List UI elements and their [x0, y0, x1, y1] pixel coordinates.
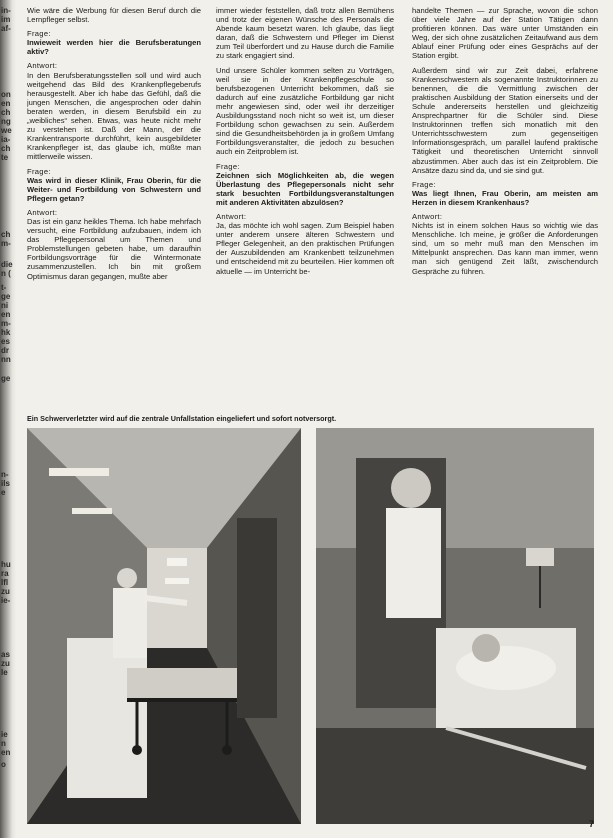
gutter-fragment: en	[1, 99, 11, 108]
answer-block	[27, 61, 201, 161]
question-label: Frage:	[216, 161, 240, 171]
answer-text: Ja, das möchte ich wohl sagen. Zum Beispiel haben unter anderem unsere älteren Schwestern und Pfleger Gelegenheit, an den praktischen Prüfungen der Auszubildenden am Krankenbett teilzunehmen und entscheidend mit zu beurteilen. Hier kommen oft aktuelle — im Unterricht be-	[216, 221, 394, 276]
gutter-fragment: nn	[1, 355, 11, 364]
body-text: Und unsere Schüler kommen selten zu Vorträgen, weil sie in der Krankenpflegeschule so berufsbezogenen Unterricht bekommen, daß sie dadurch auf eine zusätzliche Fortbildung gar nicht mehr angewiesen sind, oder weil ihr derzeitiger Ausbildungsstand noch nicht so weit ist, um dieser Fortbildung schon gewachsen zu sein. Außerdem sind die Gesundheitsbehörden ja in großem Umfang Fortbildungsveranstalter, die jedoch zu besuchen auch ein Zeitproblem ist.	[216, 65, 394, 157]
body-text: Wie wäre die Werbung für diesen Beruf durch die Lernpfleger selbst.	[27, 6, 201, 25]
gutter-fragment: dr	[1, 346, 9, 355]
gutter-fragment: ch	[1, 144, 11, 153]
text-column-1	[27, 6, 201, 414]
paragraph	[27, 6, 201, 24]
text-column-2	[216, 6, 394, 414]
gutter-fragment: en	[1, 748, 11, 757]
question-label: Frage:	[412, 179, 436, 189]
photo-corridor-stretcher	[27, 428, 301, 824]
gutter-fragment: zu	[1, 659, 10, 668]
gutter-fragment: t-	[1, 283, 7, 292]
question-block	[412, 180, 598, 207]
question-text: Zeichnen sich Möglichkeiten ab, die wegen Überlastung des Pflegepersonals nicht sehr stark besuchten Fortbildungsveranstaltungen mit anderen Aktivitäten abzulösen?	[216, 170, 394, 207]
answer-label: Antwort:	[27, 207, 58, 217]
answer-text: Nichts ist in einem solchen Haus so wichtig wie das Menschliche. Ich meine, je größer die Anforderungen sind, um so mehr muß man den Menschen im Mittelpunkt ansprechen. Das kann man immer, wenn man sich genügend Zeit läßt, zwischendurch Gespräche zu führen.	[412, 221, 598, 276]
answer-label: Antwort:	[27, 61, 58, 71]
gutter-fragment: ng	[1, 117, 11, 126]
gutter-fragment: te	[1, 153, 9, 162]
answer-label: Antwort:	[412, 211, 443, 221]
gutter-fragment: n-	[1, 470, 9, 479]
gutter-fragment: o	[1, 760, 6, 769]
gutter-fragment: ra	[1, 569, 9, 578]
body-text: immer wieder feststellen, daß trotz allen Bemühens und trotz der eigenen Wünsche des Personals die Abende kaum besetzt waren. Ich glaube, das liegt daran, daß die Schwestern und Pfleger im Dienst zum Teil überfordert und zu Hause durch die Familie zu stark engagiert sind.	[216, 6, 394, 61]
answer-text: Das ist ein ganz heikles Thema. Ich habe mehrfach versucht, eine Fortbildung aufzubauen, indem ich das Pflegepersonal um Themen und Problemstellungen gebeten habe, um daraufhin Fortbildungsvorträge für die Wintermonate zusammenzustellen. Ich bin mit großem Optimismus daran gegangen, mußte aber	[27, 216, 201, 281]
answer-text: In den Berufsberatungsstellen soll und wird auch weitgehend das Bild des Krankenpflegeberufs herausgestellt. Aber ich habe das Gefühl, daß die jungen Menschen, die angesprochen oder dahin beraten werden, in diesem Berufsbild ein zu „weibliches“ sehen. Etwas, was heute nicht mehr zu verstehen ist. Daß der Mann, der die Krankentransporte durchführt, kein ausgebildeter Krankenpfleger ist, das glaube ich, müßte man mittlerweile wissen.	[27, 70, 201, 162]
gutter-fragment: zu	[1, 587, 10, 596]
gutter-fragment: ie	[1, 730, 8, 739]
gutter-fragment: m-	[1, 319, 11, 328]
gutter-fragment: ge	[1, 374, 11, 383]
paragraph	[216, 66, 394, 157]
answer-block	[412, 212, 598, 276]
paragraph	[412, 66, 598, 175]
question-text: Was liegt Ihnen, Frau Oberin, am meisten am Herzen in diesem Krankenhaus?	[412, 188, 598, 207]
question-text: Inwieweit werden hier die Berufsberatungen aktiv?	[27, 38, 201, 57]
gutter-fragment: n (	[1, 269, 11, 278]
gutter-fragment: hu	[1, 560, 11, 569]
question-block	[27, 167, 201, 203]
gutter-fragment: we	[1, 126, 12, 135]
gutter-fragment: af-	[1, 24, 11, 33]
gutter-fragment: in-	[1, 6, 11, 15]
question-label: Frage:	[27, 166, 51, 176]
gutter-fragment: m-	[1, 239, 11, 248]
gutter-fragment: n	[1, 739, 6, 748]
gutter-fragment: ge	[1, 292, 11, 301]
gutter-fragment: on	[1, 90, 11, 99]
page-number: 7	[589, 819, 595, 829]
answer-label: Antwort:	[216, 211, 247, 221]
photo-caption: Ein Schwerverletzter wird auf die zentrale Unfallstation eingeliefert und sofort notversorgt.	[27, 414, 337, 423]
question-block	[216, 162, 394, 207]
paragraph	[412, 6, 598, 61]
gutter-fragment: e	[1, 488, 6, 497]
gutter-fragment: ch	[1, 108, 11, 117]
gutter-fragment: im	[1, 15, 11, 24]
gutter-fragment: ie-	[1, 596, 11, 605]
gutter-fragment: die	[1, 260, 13, 269]
answer-block	[216, 212, 394, 276]
gutter-fragment: lfl	[1, 578, 9, 587]
question-label: Frage:	[27, 29, 51, 39]
answer-block	[27, 208, 201, 281]
gutter-fragment: ni	[1, 301, 9, 310]
body-text: Außerdem sind wir zur Zeit dabei, erfahrene Krankenschwestern als sogenannte Instruktorinnen zu benennen, die die Vermittlung zwischen der praktischen Ausbildung der Station einerseits und der Schule andererseits herstellen und gleichzeitig Ansprechpartner für die Schüler sind. Diese Instruktorinnen treffen sich monatlich mit den Unterrichtsschwestern zum gegenseitigen Informationsgespräch, um parallel laufend praktische Tätigkeit und theoretischen Unterricht sinnvoll abzustimmen. Aber auch das ist ein Zeitproblem. Die Ansätze dazu sind da, und sie sind gut.	[412, 65, 598, 175]
gutter-fragment: as	[1, 650, 10, 659]
gutter-fragment: ils	[1, 479, 10, 488]
photo-nurse-patient-bed	[316, 428, 594, 824]
gutter-fragment: hk	[1, 328, 11, 337]
question-block	[27, 29, 201, 56]
paragraph	[216, 6, 394, 61]
body-text: handelte Themen — zur Sprache, wovon die schon über viele Jahre auf der Station Tätigen dann profitieren können. Das wäre unter Umständen ein Weg, der sich ohne zusätzlichen Zeitaufwand aus dem Ablauf einer Prüfung oder eines Gesprächs auf der Station ergibt.	[412, 6, 598, 61]
gutter-fragment: ia-	[1, 135, 11, 144]
question-text: Was wird in dieser Klinik, Frau Oberin, für die Weiter- und Fortbildung von Schwestern und Pflegern getan?	[27, 175, 201, 203]
gutter-fragment: ch	[1, 230, 11, 239]
gutter-fragment: en	[1, 310, 11, 319]
gutter-fragment: es	[1, 337, 10, 346]
text-column-3	[412, 6, 598, 414]
gutter-fragment: le	[1, 668, 8, 677]
